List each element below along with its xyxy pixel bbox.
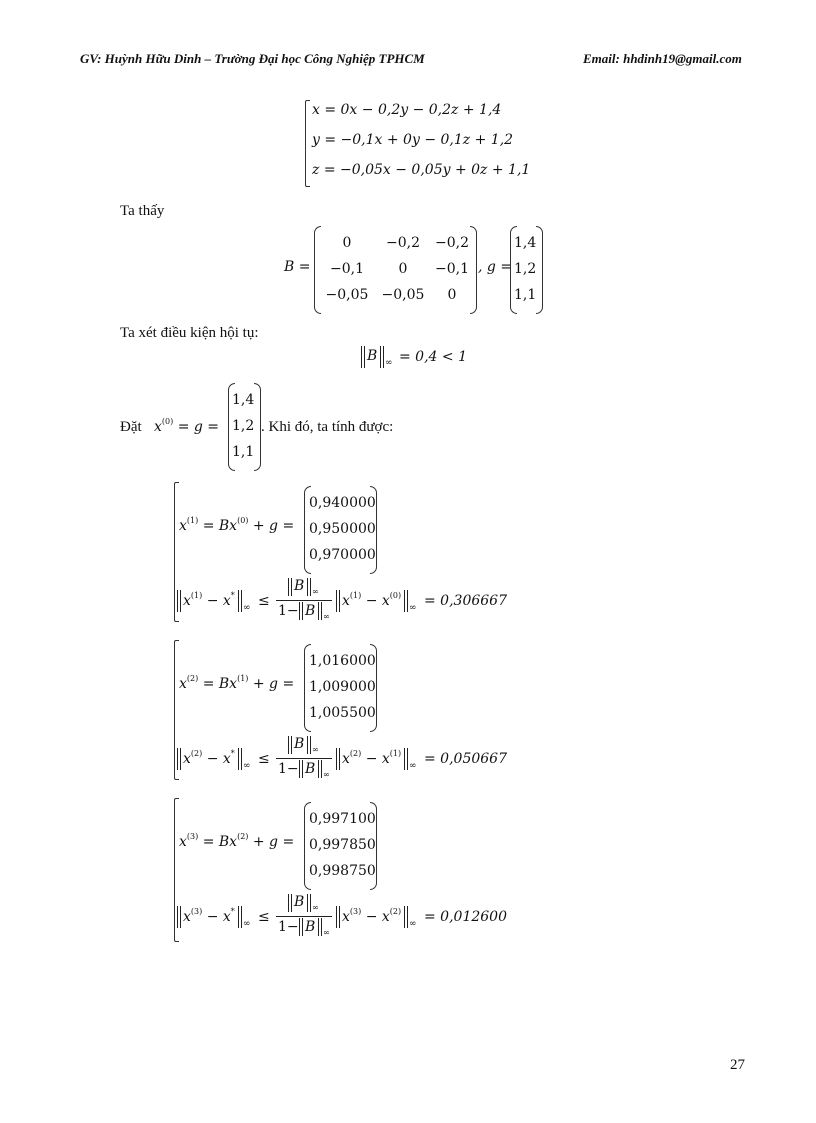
vector-entry: 0,970000: [309, 547, 376, 563]
norm-value: = 0,4 < 1: [399, 349, 467, 365]
matrix-b-cell: −0,1: [435, 261, 469, 277]
vector-entry: 0,997850: [309, 837, 376, 853]
equation-x: x = 0x − 0,2y − 0,2z + 1,4: [312, 102, 502, 118]
vector-entry: 0,997100: [309, 811, 376, 827]
paren-right: [370, 644, 377, 732]
paren-right: [254, 383, 261, 471]
paren-right: [370, 802, 377, 890]
vector-entry: 0,998750: [309, 863, 376, 879]
error-bound: = 0,012600: [424, 909, 507, 925]
header-right: Email: hhdinh19@gmail.com: [583, 51, 742, 66]
text-dat: Đặt: [120, 419, 142, 435]
vector-entry: 0,950000: [309, 521, 376, 537]
b-label: B =: [284, 259, 311, 275]
vector-x0-entry: 1,1: [232, 444, 255, 460]
matrix-b-cell: −0,05: [325, 287, 369, 303]
header-left: GV: Huỳnh Hữu Dinh – Trường Đại học Công Nghiệp TPHCM: [80, 51, 425, 66]
error-bound: = 0,306667: [424, 593, 507, 609]
matrix-b-cell: −0,05: [381, 287, 425, 303]
paren-right: [536, 226, 543, 314]
iteration-vector: [309, 806, 377, 884]
text-khi-do: . Khi đó, ta tính được:: [261, 419, 394, 435]
brace: [305, 100, 310, 187]
iteration-vector: [309, 490, 377, 568]
vector-entry: 1,005500: [309, 705, 376, 721]
text-dieu-kien: Ta xét điều kiện hội tụ:: [120, 325, 259, 341]
g-label: , g =: [478, 259, 513, 275]
vector-g-entry: 1,2: [514, 261, 537, 277]
matrix-b-cell: 0: [447, 287, 457, 303]
error-bound: = 0,050667: [424, 751, 507, 767]
vector-x0-entry: 1,2: [232, 418, 255, 434]
matrix-b-cell: −0,1: [330, 261, 364, 277]
iteration-equation: $x^{(1)} = Bx^{(0)} + g$ =: [179, 516, 295, 534]
vector-g-entry: 1,1: [514, 287, 537, 303]
page-number: 27: [730, 1057, 745, 1073]
matrix-b-cell: 0: [398, 261, 408, 277]
iteration-equation: $x^{(2)} = Bx^{(1)} + g$ =: [179, 674, 295, 692]
equation-y: y = −0,1x + 0y − 0,1z + 1,2: [312, 132, 514, 148]
iteration-equation: $x^{(3)} = Bx^{(2)} + g$ =: [179, 832, 295, 850]
equation-z: z = −0,05x − 0,05y + 0z + 1,1: [312, 162, 531, 178]
vector-entry: 1,009000: [309, 679, 376, 695]
paren-right: [370, 486, 377, 574]
matrix-b-cell: −0,2: [435, 235, 469, 251]
vector-entry: 0,940000: [309, 495, 376, 511]
matrix-b: [318, 230, 474, 308]
matrix-b-cell: −0,2: [386, 235, 420, 251]
vector-entry: 1,016000: [309, 653, 376, 669]
vector-g-entry: 1,4: [514, 235, 537, 251]
vector-x0-entry: 1,4: [232, 392, 255, 408]
text-ta-thay: Ta thấy: [120, 203, 165, 219]
iteration-vector: [309, 648, 377, 726]
paren-right: [470, 226, 477, 314]
matrix-b-cell: 0: [342, 235, 352, 251]
